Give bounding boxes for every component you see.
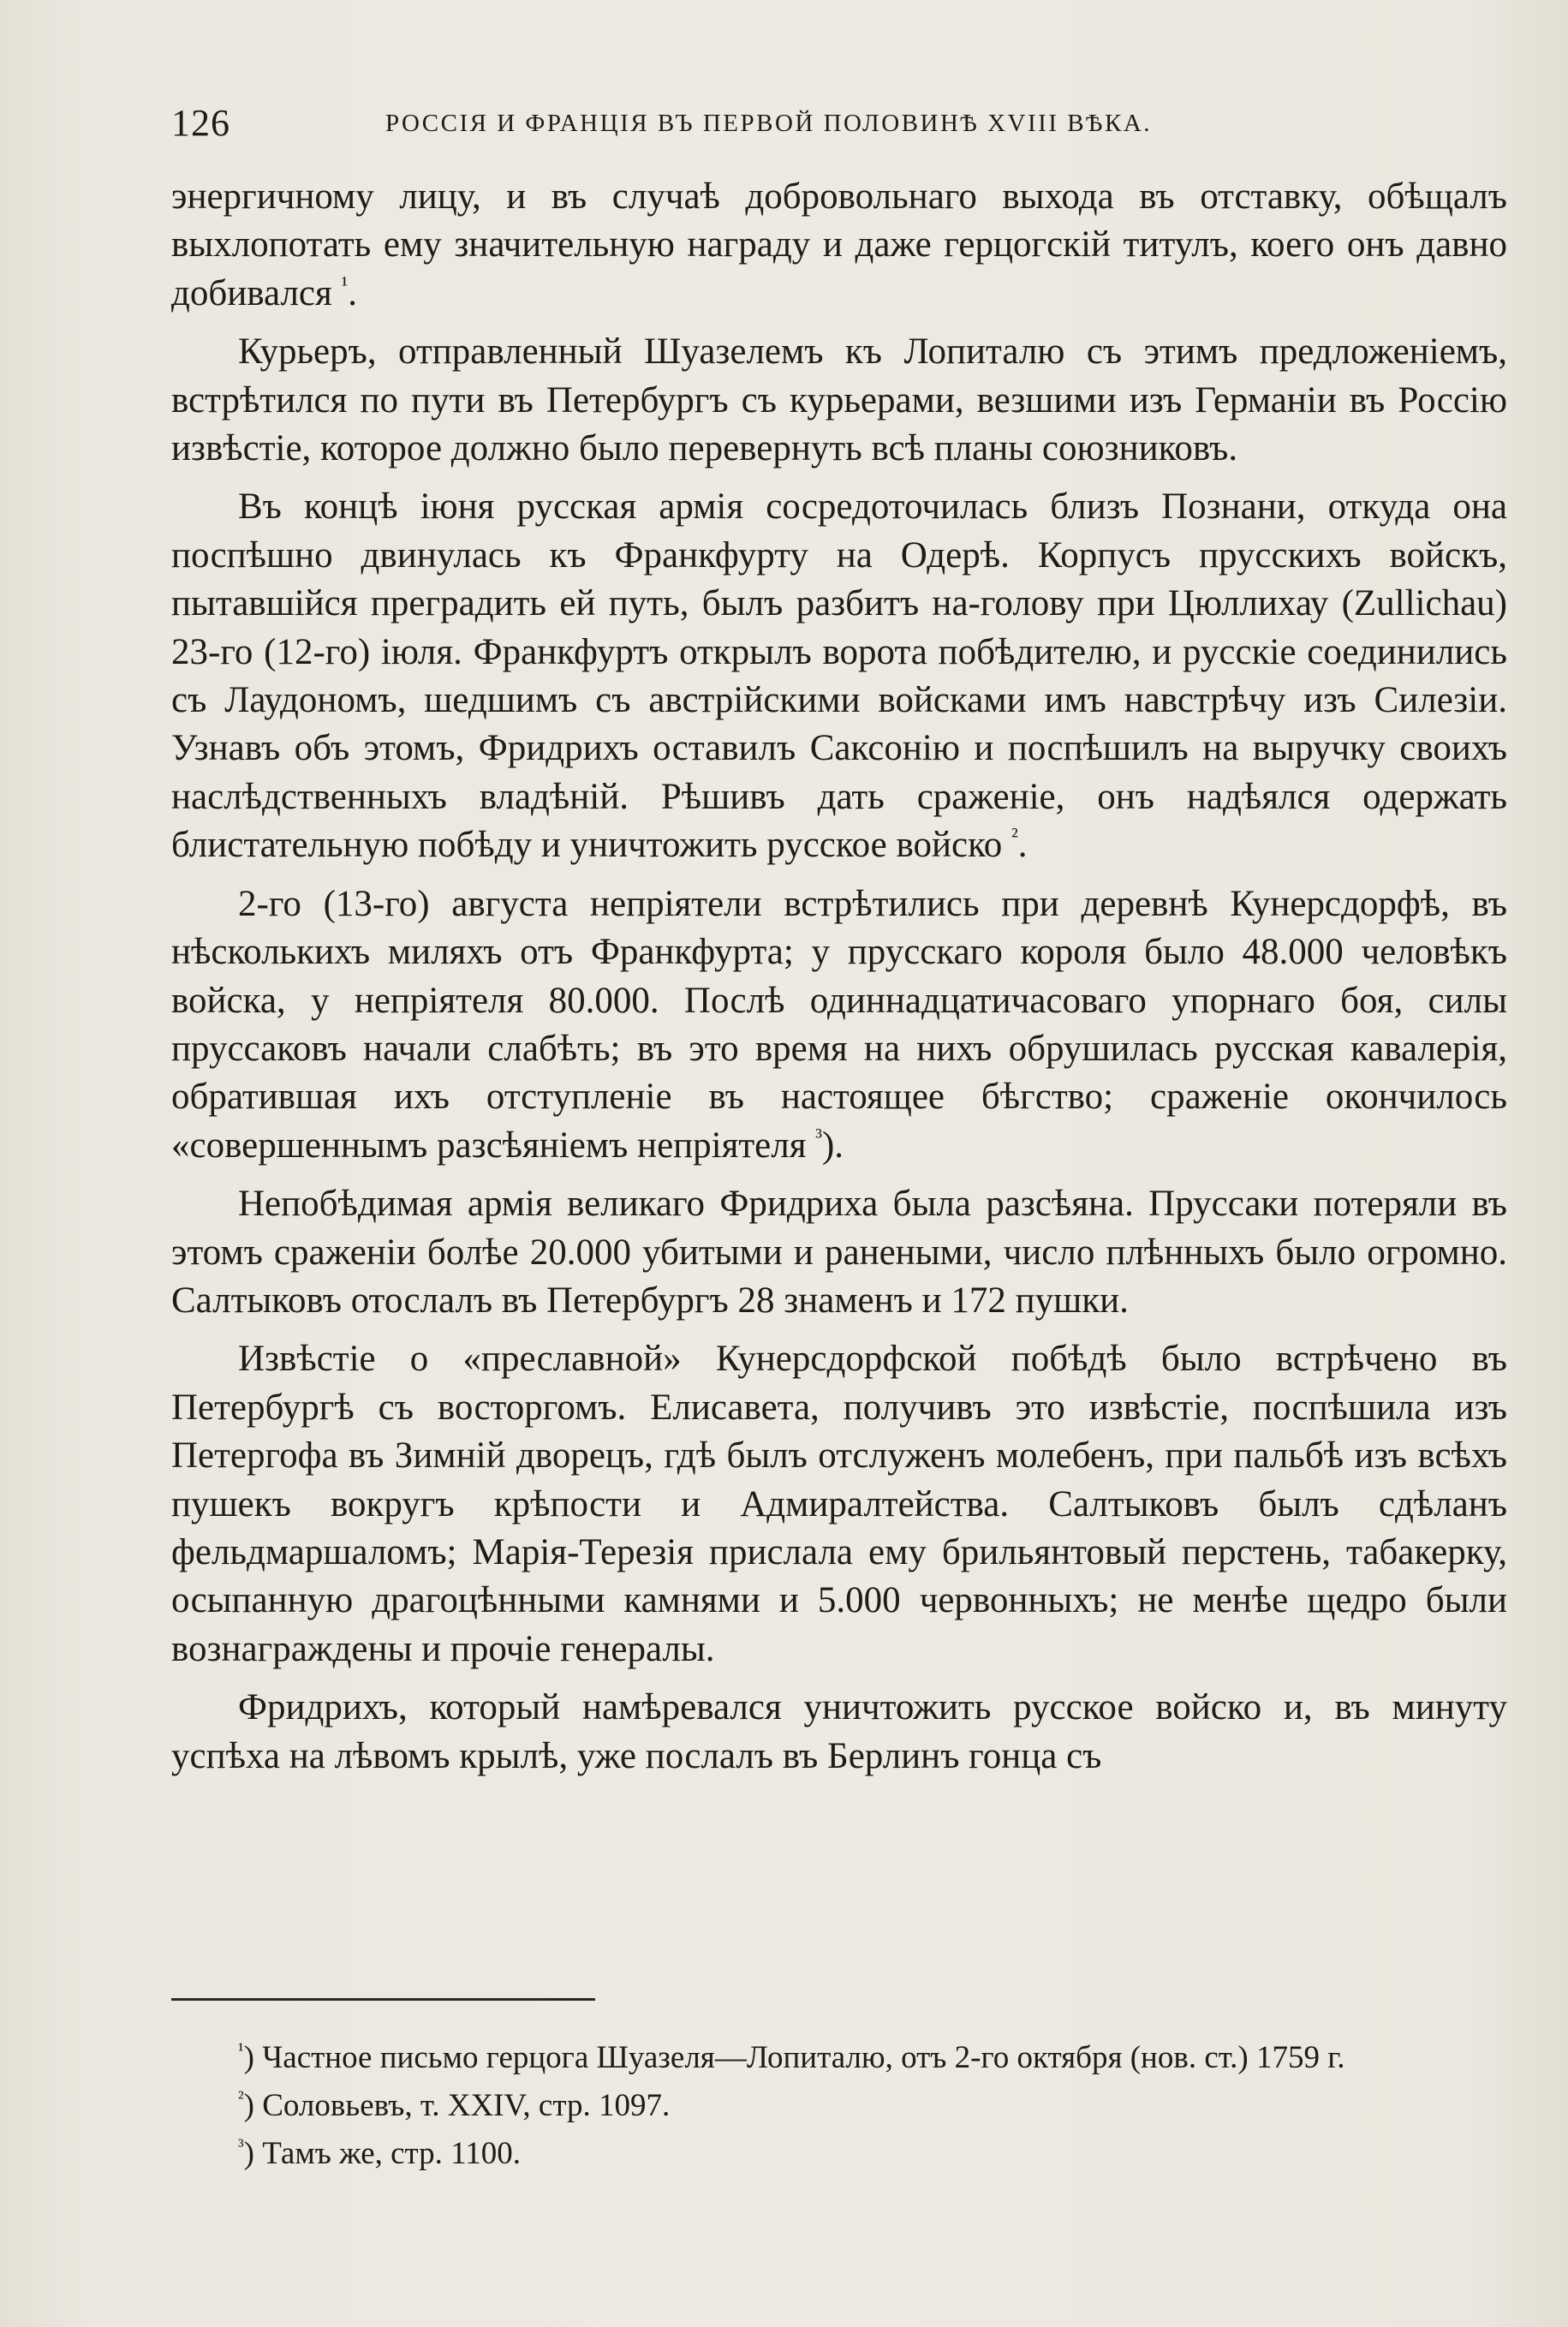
paragraph-tail: ). — [821, 1125, 844, 1166]
body-text — [171, 173, 1507, 1781]
page-number: 126 — [171, 102, 230, 144]
footnote-text: ) Тамъ же, стр. 1100. — [243, 2136, 522, 2171]
footnote-ref[interactable]: ¹ — [341, 271, 349, 297]
footnote — [171, 2133, 1507, 2175]
paragraph — [171, 1180, 1507, 1325]
running-title: РОССІЯ И ФРАНЦІЯ ВЪ ПЕРВОЙ ПОЛОВИНѢ XVIII ВѢКА. — [385, 110, 1153, 137]
footnote-ref[interactable]: ² — [1011, 823, 1018, 849]
paragraph — [171, 483, 1507, 869]
paragraph — [171, 1335, 1507, 1674]
page-header — [171, 101, 1323, 152]
footnote-mark: ² — [238, 2086, 244, 2109]
paragraph-text: Непобѣдимая армія великаго Фридриха была разсѣяна. Пруссаки потеряли въ этомъ сраженіи болѣе 20.000 убитыми и ранеными, число плѣнныхъ было огромно. Салтыковъ отослалъ въ Петербургъ 28 знаменъ и 172 пушки. — [171, 1184, 1507, 1321]
paragraph-tail: . — [348, 272, 358, 313]
footnote-text: ) Соловьевъ, т. XXIV, стр. 1097. — [243, 2088, 671, 2123]
paragraph-text: Извѣстіе о «преславной» Кунерсдорфской побѣдѣ было встрѣчено въ Петербургѣ съ восторгомъ. Елисавета, получивъ это извѣстіе, поспѣшила изъ Петергофа въ Зимній дворецъ, гдѣ былъ отслуженъ молебенъ, при пальбѣ изъ всѣхъ пушекъ вокругъ крѣпости и Адмиралтейства. Салтыковъ былъ сдѣланъ фельдмаршаломъ; Марія-Терезія прислала ему брильянтовый перстень, табакерку, осыпанную драгоцѣнными камнями и 5.000 червонныхъ; не менѣе щедро были вознаграждены и прочіе генералы. — [171, 1339, 1507, 1669]
footnote-divider — [171, 1998, 595, 2001]
paragraph-text: Въ концѣ іюня русская армія сосредоточилась близъ Познани, откуда она поспѣшно двинулась къ Франкфурту на Одерѣ. Корпусъ прусскихъ войскъ, пытавшійся преградить ей путь, былъ разбитъ на-голову при Цюллихау (Zullichau) 23-го (12-го) іюля. Франкфуртъ открылъ ворота побѣдителю, и русскіе соединились съ Лаудономъ, шедшимъ съ австрійскими войсками имъ навстрѣчу изъ Силезіи. Узнавъ объ этомъ, Фридрихъ оставилъ Саксонію и поспѣшилъ на выручку своихъ наслѣдственныхъ владѣній. Рѣшивъ дать сраженіе, онъ надѣялся одержать блистательную побѣду и уничтожить русское войско — [171, 486, 1507, 866]
footnote-mark: ³ — [238, 2134, 244, 2157]
footnote — [171, 2085, 1507, 2127]
paragraph-text: 2-го (13-го) августа непріятели встрѣтились при деревнѣ Кунерсдорфѣ, въ нѣсколькихъ миляхъ отъ Франкфурта; у прусскаго короля было 48.000 человѣкъ войска, у непріятеля 80.000. Послѣ одиннадцатичасоваго упорнаго боя, силы пруссаковъ начали слабѣть; въ это время на нихъ обрушилась русская кавалерія, обратившая ихъ отступленіе въ настоящее бѣгство; сраженіе окончилось «совершеннымъ разсѣяніемъ непріятеля — [171, 883, 1507, 1166]
paragraph — [171, 880, 1507, 1170]
paragraph — [171, 328, 1507, 473]
paragraph — [171, 173, 1507, 318]
footnote — [171, 2037, 1507, 2079]
footnote-mark: ¹ — [238, 2038, 244, 2061]
paragraph-text: Курьеръ, отправленный Шуазелемъ къ Лопиталю съ этимъ предложеніемъ, встрѣтился по пути въ Петербургъ съ курьерами, везшими изъ Германіи въ Россію извѣстіе, которое должно было перевернуть всѣ планы союзниковъ. — [171, 331, 1507, 469]
paragraph — [171, 1684, 1507, 1781]
paragraph-text: энергичному лицу, и въ случаѣ добровольнаго выхода въ отставку, обѣщалъ выхлопотать ему значительную награду и даже герцогскій титулъ, коего онъ давно добивался — [171, 176, 1507, 313]
paragraph-tail: . — [1017, 825, 1028, 866]
paragraph-text: Фридрихъ, который намѣревался уничтожить русское войско и, въ минуту успѣха на лѣвомъ крылѣ, уже послалъ въ Берлинъ гонца съ — [171, 1687, 1507, 1776]
footnotes — [171, 2037, 1507, 2181]
footnote-ref[interactable]: ³ — [815, 1124, 822, 1149]
footnote-text: ) Частное письмо герцога Шуазеля—Лопиталю, отъ 2-го октября (нов. ст.) 1759 г. — [243, 2040, 1345, 2075]
